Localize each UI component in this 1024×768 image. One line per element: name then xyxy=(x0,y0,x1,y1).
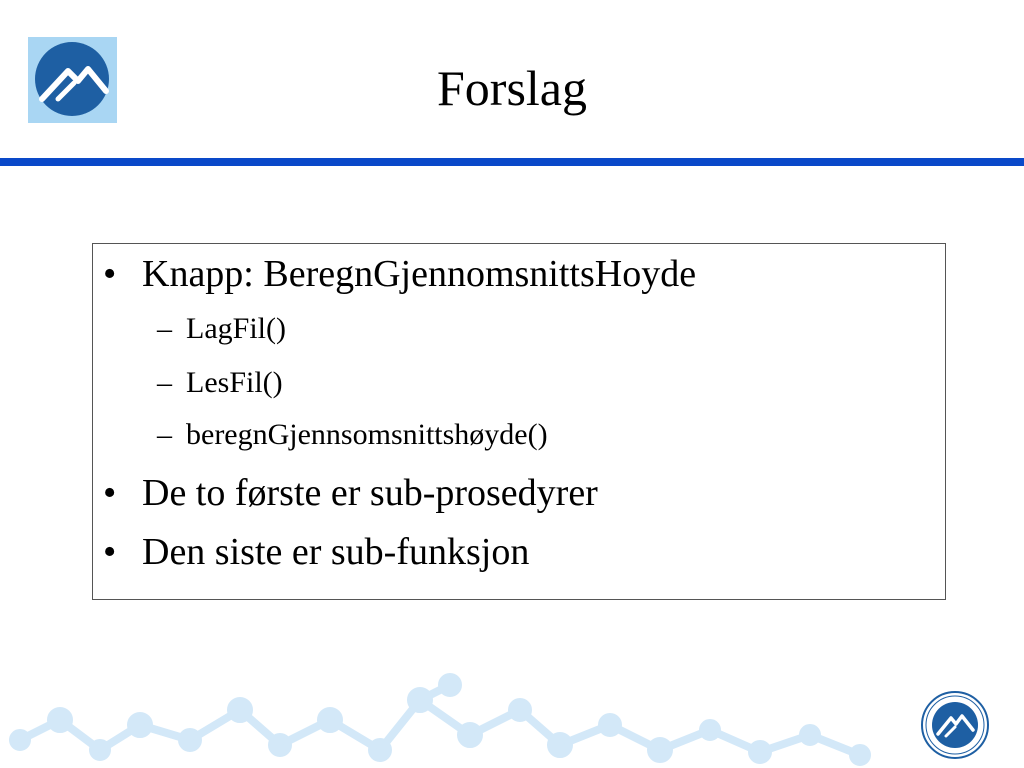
bullet-text: Den siste er sub-funksjon xyxy=(142,531,530,573)
sub-bullet-marker: – xyxy=(157,366,172,399)
sub-bullet-text: LesFil() xyxy=(186,366,283,399)
sub-bullet-text: beregnGjennsomsnittshøyde() xyxy=(186,418,548,451)
sub-bullet-text: LagFil() xyxy=(186,312,286,345)
bullet-marker: • xyxy=(103,531,117,573)
slide-title: Forslag xyxy=(437,60,587,116)
bullet-marker: • xyxy=(103,472,117,514)
content-box xyxy=(92,243,946,600)
sub-bullet-marker: – xyxy=(157,312,172,345)
bullet-text: De to første er sub-prosedyrer xyxy=(142,472,598,514)
molecule-pattern-background xyxy=(0,640,900,768)
bullet-text: Knapp: BeregnGjennomsnittsHoyde xyxy=(142,253,697,295)
title-divider xyxy=(0,158,1024,166)
sub-bullet-marker: – xyxy=(157,418,172,451)
bullet-marker: • xyxy=(103,253,117,295)
college-seal-logo xyxy=(918,690,992,760)
